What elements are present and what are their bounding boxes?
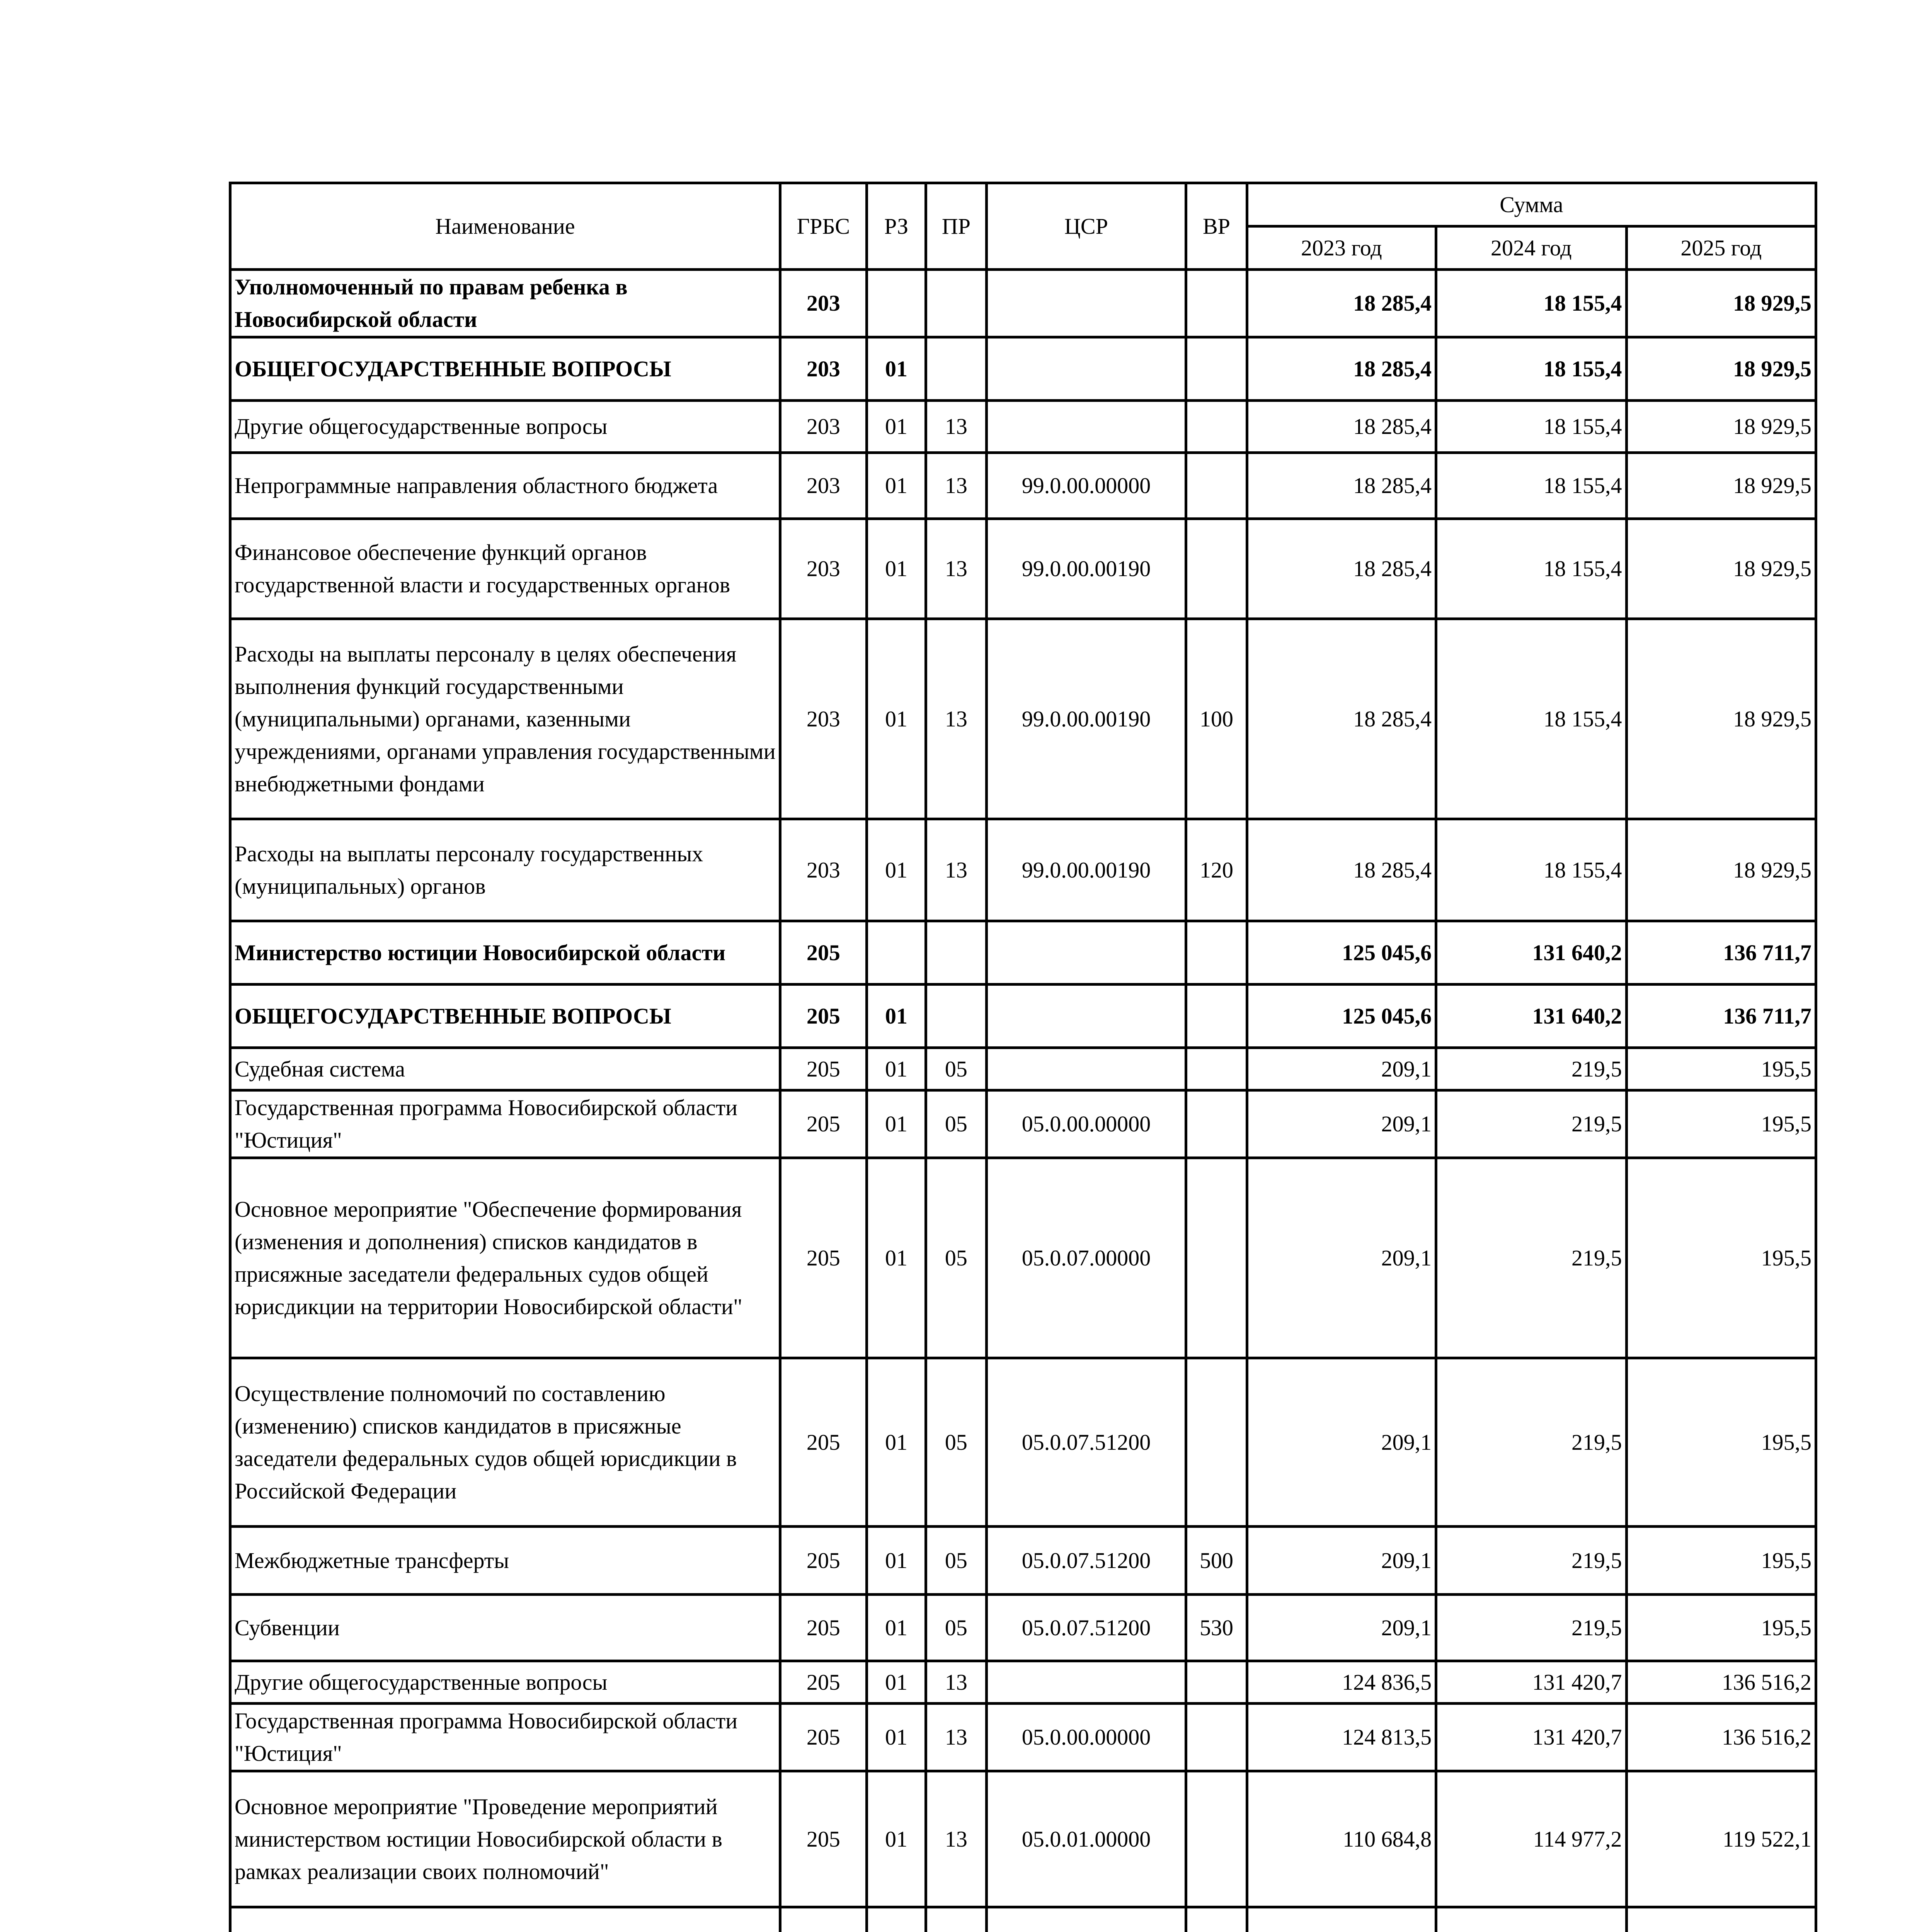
cell-rz: 01	[867, 337, 926, 401]
cell-y2023: 125 045,6	[1247, 985, 1436, 1048]
cell-pr: 05	[926, 1048, 986, 1090]
cell-y2023: 209,1	[1247, 1158, 1436, 1358]
cell-csr	[986, 1907, 1186, 1932]
cell-y2023: 18 285,4	[1247, 401, 1436, 453]
cell-name: Уполномоченный по правам ребенка в Новосибирской области	[230, 270, 780, 337]
cell-grbs: 205	[780, 1158, 867, 1358]
cell-y2023: 18 285,4	[1247, 619, 1436, 819]
cell-name: ОБЩЕГОСУДАРСТВЕННЫЕ ВОПРОСЫ	[230, 985, 780, 1048]
cell-pr: 13	[926, 619, 986, 819]
cell-csr: 99.0.00.00000	[986, 453, 1186, 519]
cell-vr: 120	[1186, 819, 1247, 921]
cell-name: Финансовое обеспечение функций органов государственной власти и государственных органов	[230, 519, 780, 619]
table-row	[230, 1661, 1816, 1704]
cell-grbs: 203	[780, 619, 867, 819]
cell-y2024	[1436, 1907, 1626, 1932]
cell-y2025: 195,5	[1626, 1090, 1816, 1158]
cell-pr	[926, 985, 986, 1048]
cell-grbs: 203	[780, 270, 867, 337]
cell-y2025: 136 711,7	[1626, 985, 1816, 1048]
cell-grbs: 205	[780, 1704, 867, 1771]
cell-vr	[1186, 1158, 1247, 1358]
cell-csr	[986, 1048, 1186, 1090]
table-row	[230, 1048, 1816, 1090]
header-grbs: ГРБС	[780, 183, 867, 270]
cell-vr	[1186, 1704, 1247, 1771]
cell-name: Государственная программа Новосибирской области "Юстиция"	[230, 1704, 780, 1771]
cell-csr: 05.0.07.00000	[986, 1158, 1186, 1358]
cell-y2024: 219,5	[1436, 1595, 1626, 1661]
cell-y2024: 219,5	[1436, 1358, 1626, 1527]
cell-csr	[986, 270, 1186, 337]
cell-pr: 13	[926, 1661, 986, 1704]
cell-y2023	[1247, 1907, 1436, 1932]
header-sum: Сумма	[1247, 183, 1816, 226]
cell-vr	[1186, 1048, 1247, 1090]
cell-pr	[926, 1907, 986, 1932]
cell-vr	[1186, 1090, 1247, 1158]
header-pr: ПР	[926, 183, 986, 270]
cell-rz: 01	[867, 819, 926, 921]
cell-vr	[1186, 401, 1247, 453]
cell-vr	[1186, 985, 1247, 1048]
cell-y2023: 124 836,5	[1247, 1661, 1436, 1704]
cell-pr: 13	[926, 1771, 986, 1907]
table-row	[230, 519, 1816, 619]
cell-rz: 01	[867, 1358, 926, 1527]
cell-name: Другие общегосударственные вопросы	[230, 401, 780, 453]
cell-y2023: 209,1	[1247, 1358, 1436, 1527]
table-row	[230, 453, 1816, 519]
cell-grbs: 205	[780, 1358, 867, 1527]
table-row	[230, 985, 1816, 1048]
table-row	[230, 401, 1816, 453]
cell-y2024: 131 640,2	[1436, 985, 1626, 1048]
cell-grbs: 205	[780, 985, 867, 1048]
cell-y2024: 131 420,7	[1436, 1704, 1626, 1771]
cell-pr: 13	[926, 519, 986, 619]
cell-y2023: 209,1	[1247, 1048, 1436, 1090]
cell-pr: 13	[926, 453, 986, 519]
cell-name: Судебная система	[230, 1048, 780, 1090]
table-row	[230, 1595, 1816, 1661]
cell-name	[230, 1907, 780, 1932]
header-year-2024: 2024 год	[1436, 226, 1626, 270]
cell-y2024: 18 155,4	[1436, 337, 1626, 401]
table-row	[230, 1090, 1816, 1158]
table-row	[230, 1907, 1816, 1932]
cell-vr	[1186, 1907, 1247, 1932]
cell-pr: 05	[926, 1595, 986, 1661]
cell-rz	[867, 921, 926, 985]
cell-grbs: 205	[780, 921, 867, 985]
header-name: Наименование	[230, 183, 780, 270]
cell-y2024: 18 155,4	[1436, 270, 1626, 337]
cell-pr: 13	[926, 1704, 986, 1771]
cell-y2024: 18 155,4	[1436, 619, 1626, 819]
cell-grbs: 203	[780, 519, 867, 619]
cell-csr: 99.0.00.00190	[986, 619, 1186, 819]
cell-vr: 100	[1186, 619, 1247, 819]
cell-name: Межбюджетные трансферты	[230, 1527, 780, 1595]
table-row	[230, 619, 1816, 819]
cell-pr: 13	[926, 401, 986, 453]
cell-csr	[986, 985, 1186, 1048]
cell-csr: 05.0.00.00000	[986, 1704, 1186, 1771]
cell-rz: 01	[867, 1704, 926, 1771]
cell-grbs: 203	[780, 401, 867, 453]
cell-rz	[867, 1907, 926, 1932]
cell-name: Государственная программа Новосибирской области "Юстиция"	[230, 1090, 780, 1158]
cell-rz: 01	[867, 985, 926, 1048]
cell-rz: 01	[867, 1048, 926, 1090]
cell-y2025: 119 522,1	[1626, 1771, 1816, 1907]
cell-vr	[1186, 270, 1247, 337]
cell-rz: 01	[867, 519, 926, 619]
cell-csr	[986, 337, 1186, 401]
cell-name: Другие общегосударственные вопросы	[230, 1661, 780, 1704]
cell-y2024: 18 155,4	[1436, 519, 1626, 619]
cell-pr: 05	[926, 1090, 986, 1158]
header-year-2025: 2025 год	[1626, 226, 1816, 270]
cell-grbs: 203	[780, 453, 867, 519]
header-rz: РЗ	[867, 183, 926, 270]
cell-grbs: 205	[780, 1527, 867, 1595]
table-row	[230, 1704, 1816, 1771]
cell-name: Осуществление полномочий по составлению (изменению) списков кандидатов в присяжные заседатели федеральных судов общей юрисдикции в Российской Федерации	[230, 1358, 780, 1527]
cell-y2023: 18 285,4	[1247, 453, 1436, 519]
cell-vr	[1186, 453, 1247, 519]
cell-y2025: 195,5	[1626, 1527, 1816, 1595]
cell-grbs: 205	[780, 1595, 867, 1661]
cell-rz: 01	[867, 1595, 926, 1661]
cell-pr: 05	[926, 1158, 986, 1358]
cell-grbs: 205	[780, 1048, 867, 1090]
cell-rz: 01	[867, 1158, 926, 1358]
cell-csr	[986, 921, 1186, 985]
cell-rz: 01	[867, 1771, 926, 1907]
cell-y2024: 131 420,7	[1436, 1661, 1626, 1704]
cell-csr: 99.0.00.00190	[986, 819, 1186, 921]
cell-vr	[1186, 337, 1247, 401]
cell-y2025: 18 929,5	[1626, 619, 1816, 819]
cell-y2025: 136 711,7	[1626, 921, 1816, 985]
cell-y2025: 18 929,5	[1626, 337, 1816, 401]
cell-y2024: 18 155,4	[1436, 401, 1626, 453]
cell-csr	[986, 401, 1186, 453]
cell-y2024: 18 155,4	[1436, 453, 1626, 519]
cell-csr: 05.0.00.00000	[986, 1090, 1186, 1158]
cell-pr: 05	[926, 1358, 986, 1527]
table-row	[230, 1158, 1816, 1358]
cell-rz: 01	[867, 1661, 926, 1704]
cell-rz: 01	[867, 453, 926, 519]
cell-pr	[926, 270, 986, 337]
budget-table	[229, 182, 1817, 1932]
cell-vr: 530	[1186, 1595, 1247, 1661]
cell-y2023: 209,1	[1247, 1090, 1436, 1158]
cell-name: ОБЩЕГОСУДАРСТВЕННЫЕ ВОПРОСЫ	[230, 337, 780, 401]
cell-name: Министерство юстиции Новосибирской области	[230, 921, 780, 985]
cell-y2023: 209,1	[1247, 1527, 1436, 1595]
table-row	[230, 921, 1816, 985]
cell-y2024: 219,5	[1436, 1158, 1626, 1358]
header-csr: ЦСР	[986, 183, 1186, 270]
cell-pr	[926, 921, 986, 985]
cell-grbs: 205	[780, 1661, 867, 1704]
cell-y2025: 18 929,5	[1626, 453, 1816, 519]
cell-csr: 05.0.01.00000	[986, 1771, 1186, 1907]
cell-y2025: 18 929,5	[1626, 819, 1816, 921]
cell-y2023: 18 285,4	[1247, 519, 1436, 619]
cell-y2025: 195,5	[1626, 1048, 1816, 1090]
cell-grbs: 203	[780, 337, 867, 401]
cell-y2025: 18 929,5	[1626, 519, 1816, 619]
cell-pr: 13	[926, 819, 986, 921]
cell-y2023: 209,1	[1247, 1595, 1436, 1661]
cell-y2025: 136 516,2	[1626, 1661, 1816, 1704]
table-row	[230, 1771, 1816, 1907]
cell-y2025	[1626, 1907, 1816, 1932]
cell-vr: 500	[1186, 1527, 1247, 1595]
cell-y2025: 18 929,5	[1626, 401, 1816, 453]
cell-y2025: 195,5	[1626, 1595, 1816, 1661]
cell-csr: 05.0.07.51200	[986, 1595, 1186, 1661]
cell-grbs: 205	[780, 1090, 867, 1158]
cell-y2025: 195,5	[1626, 1158, 1816, 1358]
cell-name: Основное мероприятие "Обеспечение формирования (изменения и дополнения) списков кандидатов в присяжные заседатели федеральных судов общей юрисдикции на территории Новосибирской области"	[230, 1158, 780, 1358]
cell-csr: 99.0.00.00190	[986, 519, 1186, 619]
cell-rz: 01	[867, 619, 926, 819]
cell-y2024: 18 155,4	[1436, 819, 1626, 921]
cell-y2025: 136 516,2	[1626, 1704, 1816, 1771]
cell-grbs: 203	[780, 819, 867, 921]
cell-vr	[1186, 1661, 1247, 1704]
header-vr: ВР	[1186, 183, 1247, 270]
cell-y2024: 219,5	[1436, 1048, 1626, 1090]
cell-y2024: 219,5	[1436, 1090, 1626, 1158]
cell-rz: 01	[867, 1090, 926, 1158]
cell-grbs	[780, 1907, 867, 1932]
cell-y2023: 124 813,5	[1247, 1704, 1436, 1771]
cell-rz: 01	[867, 1527, 926, 1595]
cell-name: Расходы на выплаты персоналу государственных (муниципальных) органов	[230, 819, 780, 921]
cell-y2024: 114 977,2	[1436, 1771, 1626, 1907]
cell-vr	[1186, 519, 1247, 619]
cell-pr	[926, 337, 986, 401]
cell-csr: 05.0.07.51200	[986, 1527, 1186, 1595]
cell-y2025: 18 929,5	[1626, 270, 1816, 337]
cell-csr: 05.0.07.51200	[986, 1358, 1186, 1527]
table-row	[230, 819, 1816, 921]
cell-name: Непрограммные направления областного бюджета	[230, 453, 780, 519]
table-row	[230, 337, 1816, 401]
cell-y2024: 131 640,2	[1436, 921, 1626, 985]
cell-y2023: 18 285,4	[1247, 270, 1436, 337]
header-year-2023: 2023 год	[1247, 226, 1436, 270]
cell-y2023: 110 684,8	[1247, 1771, 1436, 1907]
table-row	[230, 1527, 1816, 1595]
cell-y2025: 195,5	[1626, 1358, 1816, 1527]
cell-name: Основное мероприятие "Проведение мероприятий министерством юстиции Новосибирской области в рамках реализации своих полномочий"	[230, 1771, 780, 1907]
cell-y2023: 18 285,4	[1247, 337, 1436, 401]
cell-rz	[867, 270, 926, 337]
cell-y2023: 125 045,6	[1247, 921, 1436, 985]
table-body	[230, 270, 1816, 1932]
cell-vr	[1186, 921, 1247, 985]
cell-csr	[986, 1661, 1186, 1704]
cell-rz: 01	[867, 401, 926, 453]
cell-pr: 05	[926, 1527, 986, 1595]
cell-name: Субвенции	[230, 1595, 780, 1661]
cell-vr	[1186, 1771, 1247, 1907]
cell-y2024: 219,5	[1436, 1527, 1626, 1595]
cell-vr	[1186, 1358, 1247, 1527]
table-row	[230, 1358, 1816, 1527]
cell-name: Расходы на выплаты персоналу в целях обеспечения выполнения функций государственными (муниципальными) органами, казенными учреждениями, органами управления государственными внебюджетными фондами	[230, 619, 780, 819]
cell-y2023: 18 285,4	[1247, 819, 1436, 921]
cell-grbs: 205	[780, 1771, 867, 1907]
table-row	[230, 270, 1816, 337]
